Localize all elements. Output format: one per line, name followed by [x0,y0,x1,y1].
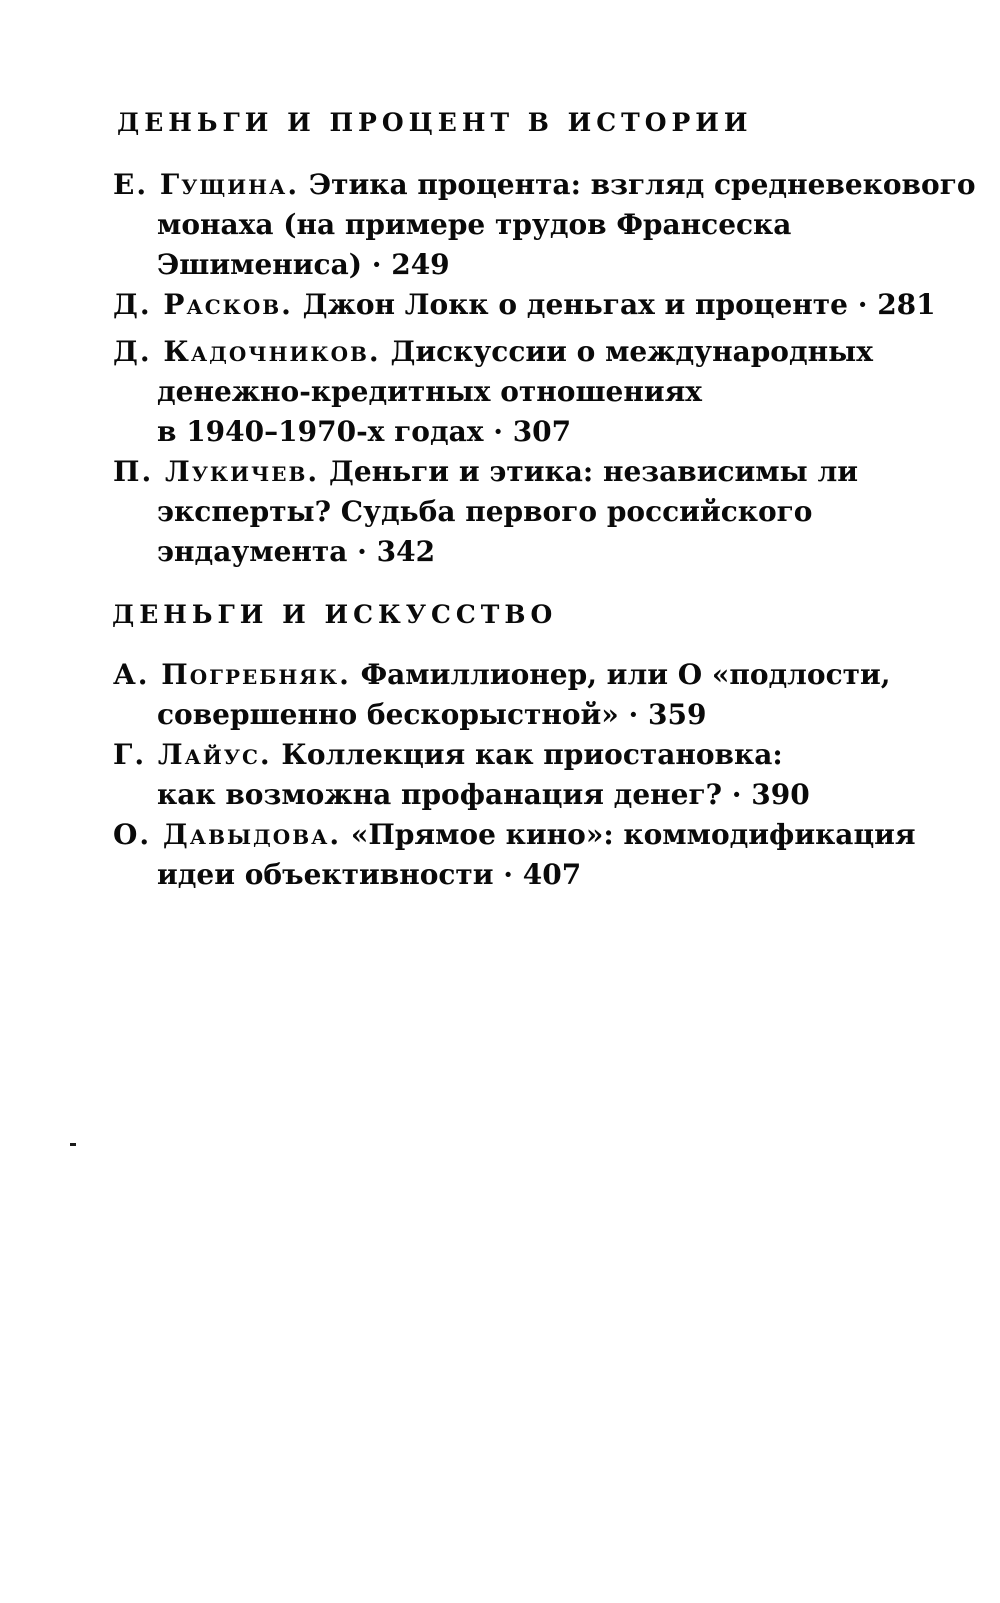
entry-title-line: Деньги и этика: независимы ли [328,455,858,488]
toc-entry-kadochnikov[interactable] [113,332,943,452]
toc-entry-davydova[interactable] [113,815,943,895]
entry-author: О. Давыдова. [113,818,342,851]
entry-title-line: идеи объективности · 407 [157,858,582,891]
toc-entry-raskov[interactable] [113,285,943,325]
entry-author: П. Лукичев. [113,455,320,488]
entry-title-line: монаха (на примере трудов Франсеска [157,208,792,241]
toc-entry-laius[interactable] [113,735,943,815]
toc-entry-gushchina[interactable] [113,165,976,285]
entry-title-line: Эшимениса) · 249 [157,248,450,281]
entry-title-line: эксперты? Судьба первого российского [157,495,813,528]
toc-entry-pogrebnyak[interactable] [113,655,943,735]
entry-title-line: Коллекция как приостановка: [281,738,783,771]
entry-title-line: Джон Локк о деньгах и проценте · 281 [302,288,936,321]
section-heading-art: ДЕНЬГИ И ИСКУССТВО [112,600,558,629]
print-speck [70,1143,76,1146]
entry-title-line: «Прямое кино»: коммодификация [350,818,916,851]
entry-title-line: денежно-кредитных отношениях [157,375,702,408]
entry-title-line: в 1940–1970-х годах · 307 [157,415,572,448]
entry-author: Д. Расков. [113,288,293,321]
entry-title-line: эндаумента · 342 [157,535,436,568]
entry-title-line: как возможна профанация денег? · 390 [157,778,810,811]
entry-title-line: Этика процента: взгляд средневекового [308,168,976,201]
entry-author: А. Погребняк. [113,658,351,691]
entry-author: Г. Лайус. [113,738,272,771]
section-heading-history: ДЕНЬГИ И ПРОЦЕНТ В ИСТОРИИ [117,108,753,137]
toc-entry-lukichev[interactable] [113,452,943,572]
entry-title-line: Фамиллионер, или О «подлости, [360,658,891,691]
entry-author: Д. Кадочников. [113,335,381,368]
entry-title-line: Дискуссии о международных [390,335,873,368]
entry-author: Е. Гущина. [113,168,300,201]
entry-title-line: совершенно бескорыстной» · 359 [157,698,707,731]
